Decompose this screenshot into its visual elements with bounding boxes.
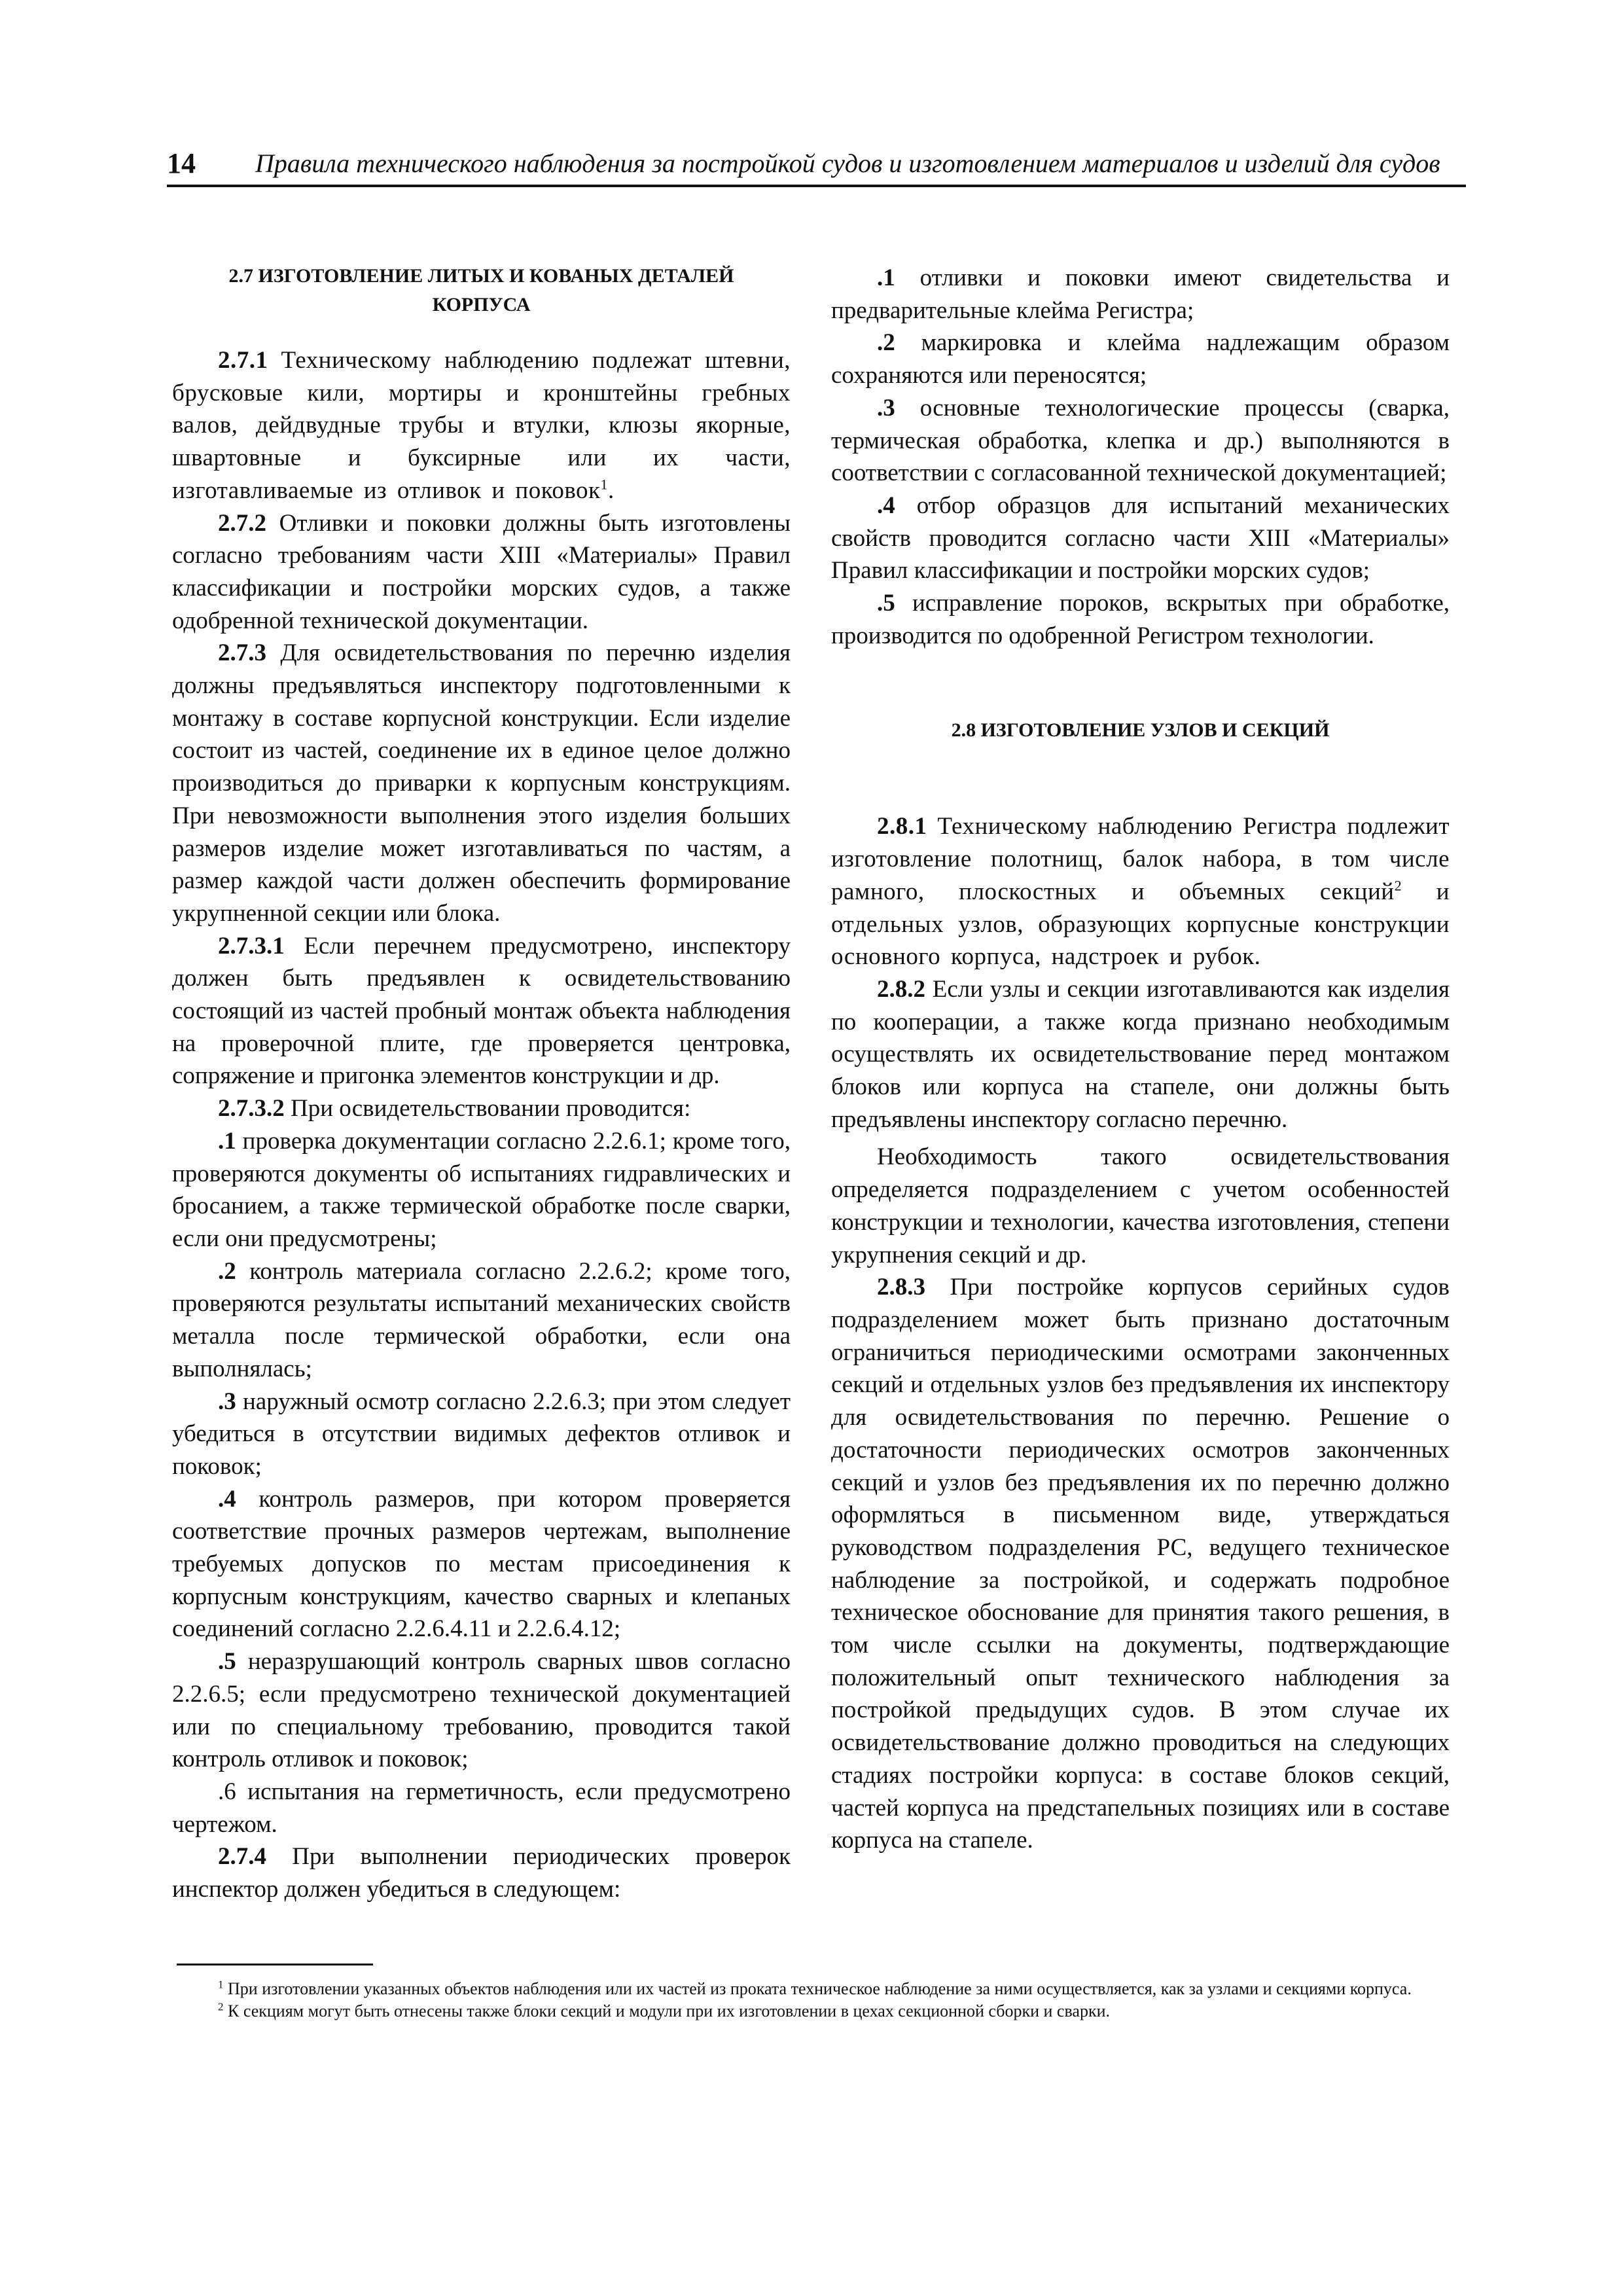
item-number: .5 <box>218 1648 236 1676</box>
section-heading-2-7: 2.7 ИЗГОТОВЛЕНИЕ ЛИТЫХ И КОВАНЫХ ДЕТАЛЕЙ КОРПУСА <box>228 265 734 315</box>
paragraph-text: и отдельных узлов, образующих корпусные конструкции основного корпуса, надстроек и рубок. <box>831 878 1450 971</box>
item-text: отливки и поковки имеют свидетельства и предварительные клейма Регистра; <box>831 264 1450 324</box>
paragraph-2-7-2 <box>172 507 791 637</box>
paragraph-necessity <box>831 1141 1450 1271</box>
item-number: .3 <box>218 1388 236 1415</box>
running-title: Правила технического наблюдения за постройкой судов и изготовлением материалов и изделий для судов <box>255 149 1440 178</box>
paragraph-text: . <box>608 476 615 504</box>
footnote-mark: 2 <box>218 2000 224 2013</box>
check-item-4 <box>831 490 1450 587</box>
paragraph-2-7-4 <box>172 1840 791 1905</box>
check-item-2 <box>831 327 1450 391</box>
list-item-4 <box>172 1483 791 1646</box>
item-text: исправление пороков, вскрытых при обработке, производится по одобренной Регистром технологии. <box>831 590 1450 649</box>
paragraph-text: При выполнении периодических проверок инспектор должен убедиться в следующем: <box>172 1843 791 1903</box>
footnote-1 <box>172 1978 1445 2000</box>
item-text: маркировка и клейма надлежащим образом сохраняются или переносятся; <box>831 329 1450 389</box>
footnotes <box>172 1978 1445 2022</box>
paragraph-2-8-2 <box>831 973 1450 1136</box>
item-text: контроль размеров, при котором проверяется соответствие прочных размеров чертежам, выполнение требуемых допусков по местам присоединения к корпусным конструкциям, качество сварных и клепаных соединений согласно 2.2.6.4.11 и 2.2.6.4.12; <box>172 1485 791 1643</box>
item-number: .1 <box>877 264 895 291</box>
footnote-text: К секциям могут быть отнесены также блоки секций и модули при их изготовлении в цехах секционной сборки и сварки. <box>223 2001 1110 2020</box>
paragraph-text: При освидетельствовании проводится: <box>284 1095 691 1122</box>
paragraph-2-8-3 <box>831 1271 1450 1857</box>
clause-number: 2.7.2 <box>218 509 266 537</box>
footnote-ref-1[interactable]: 1 <box>600 476 609 493</box>
paragraph-text: Для освидетельствования по перечню изделия должны предъявляться инспектору подготовленными к монтажу в составе корпусной конструкции. Если изделие состоит из частей, соединение их в единое целое должно производиться до приварки к корпусным конструкциям. При невозможности выполнения этого изделия больших размеров изделие может изготавливаться по частям, а размер каждой части должен обеспечить формирование укрупненной секции или блока. <box>172 639 791 927</box>
right-column <box>831 262 1450 1857</box>
paragraph-text: Если перечнем предусмотрено, инспектору должен быть предъявлен к освидетельствованию состоящий из частей пробный монтаж объекта наблюдения на проверочной плите, где проверяется центровка, сопряжение и пригонка элементов конструкции и др. <box>172 932 791 1090</box>
header-rule <box>167 185 1466 187</box>
item-number: .2 <box>218 1257 236 1285</box>
paragraph-text: Отливки и поковки должны быть изготовлены согласно требованиям части XIII «Материалы» Правил классификации и постройки морских судов, а также одобренной технической документации. <box>172 509 791 634</box>
footnote-text: При изготовлении указанных объектов наблюдения или их частей из проката техническое наблюдение за ними осуществляется, как за узлами и секциями корпуса. <box>223 1979 1412 1998</box>
item-text: проверка документации согласно 2.2.6.1; кроме того, проверяются документы об испытаниях гидравлических и бросанием, а также термической обработке после сварки, если они предусмотрены; <box>172 1127 791 1252</box>
paragraph-text: Техническому наблюдению подлежат штевни, брусковые кили, мортиры и кронштейны гребных валов, дейдвудные трубы и втулки, клюзы якорные, швартовные и буксирные или их части, изготавливаемые из отливок и поковок <box>172 347 791 504</box>
paragraph-2-7-3-2 <box>172 1092 791 1125</box>
item-number: .4 <box>877 492 895 519</box>
paragraph-2-8-1 <box>831 810 1450 973</box>
item-text: .6 испытания на герметичность, если предусмотрено чертежом. <box>172 1778 791 1838</box>
footnote-rule <box>177 1964 373 1965</box>
check-item-3 <box>831 392 1450 490</box>
paragraph-text: Необходимость такого освидетельствования определяется подразделением с учетом особенностей конструкции и технологии, качества изготовления, степени укрупнения секций и др. <box>831 1143 1450 1268</box>
item-number: .5 <box>877 590 895 617</box>
clause-number: 2.7.1 <box>218 347 268 374</box>
clause-number: 2.8.3 <box>877 1274 925 1301</box>
clause-number: 2.7.4 <box>218 1843 266 1871</box>
list-item-1 <box>172 1125 791 1255</box>
item-number: .2 <box>877 329 895 357</box>
item-text: контроль материала согласно 2.2.6.2; кроме того, проверяются результаты испытаний механических свойств металла после термической обработки, если она выполнялась; <box>172 1257 791 1382</box>
left-column <box>172 262 791 1906</box>
item-text: отбор образцов для испытаний механических свойств проводится согласно части XIII «Материалы» Правил классификации и постройки морских судов; <box>831 492 1450 584</box>
paragraph-text: При постройке корпусов серийных судов подразделением может быть признано достаточным ограничиться периодическими осмотрами законченных секций и отдельных узлов без предъявления их инспектору для освидетельствования по перечню. Решение о достаточности периодических осмотров законченных секций и узлов без предъявления их по перечню должно оформляться в письменном виде, утверждаться руководством подразделения РС, ведущего техническое наблюдение за постройкой, и содержать подробное техническое обоснование для принятия такого решения, в том числе ссылки на документы, подтверждающие положительный опыт технического наблюдения за постройкой предыдущих судов. В этом случае их освидетельствование должно проводиться на следующих стадиях постройки корпуса: в составе блоков секций, частей корпуса на предстапельных позициях или в составе корпуса на стапеле. <box>831 1274 1450 1854</box>
clause-number: 2.7.3.1 <box>218 932 285 960</box>
running-header <box>167 145 1466 185</box>
list-item-5 <box>172 1645 791 1776</box>
clause-number: 2.7.3 <box>218 639 266 667</box>
item-number: .1 <box>218 1127 236 1155</box>
section-heading-2-8: 2.8 ИЗГОТОВЛЕНИЕ УЗЛОВ И СЕКЦИЙ <box>951 719 1330 742</box>
paragraph-2-7-1 <box>172 344 791 507</box>
paragraph-2-7-3 <box>172 637 791 929</box>
footnote-ref-2[interactable]: 2 <box>1394 877 1402 894</box>
footnote-2 <box>172 2000 1445 2022</box>
footnote-mark: 1 <box>218 1978 224 1991</box>
list-item-2 <box>172 1255 791 1386</box>
list-item-3 <box>172 1386 791 1483</box>
item-number: .3 <box>877 394 895 422</box>
paragraph-2-7-3-1 <box>172 930 791 1093</box>
item-text: неразрушающий контроль сварных швов согласно 2.2.6.5; если предусмотрено технической документацией или по специальному требованию, проводится такой контроль отливок и поковок; <box>172 1648 791 1773</box>
check-item-1 <box>831 262 1450 327</box>
clause-number: 2.7.3.2 <box>218 1095 285 1122</box>
clause-number: 2.8.1 <box>877 813 927 840</box>
clause-number: 2.8.2 <box>877 975 925 1003</box>
check-item-5 <box>831 587 1450 652</box>
paragraph-text: Если узлы и секции изготавливаются как изделия по кооперации, а также когда признано необходимым осуществлять их освидетельствование перед монтажом блоков или корпуса на стапеле, они должны быть предъявлены инспектору согласно перечню. <box>831 975 1450 1133</box>
paragraph-text: Техническому наблюдению Регистра подлежит изготовление полотнищ, балок набора, в том числе рамного, плоскостных и объемных секций <box>831 813 1450 905</box>
item-number: .4 <box>218 1485 236 1513</box>
page-number: 14 <box>167 147 196 179</box>
list-item-6 <box>172 1776 791 1840</box>
item-text: наружный осмотр согласно 2.2.6.3; при этом следует убедиться в отсутствии видимых дефектов отливок и поковок; <box>172 1388 791 1480</box>
item-text: основные технологические процессы (сварка, термическая обработка, клепка и др.) выполняются в соответствии с согласованной технической документацией; <box>831 394 1450 487</box>
